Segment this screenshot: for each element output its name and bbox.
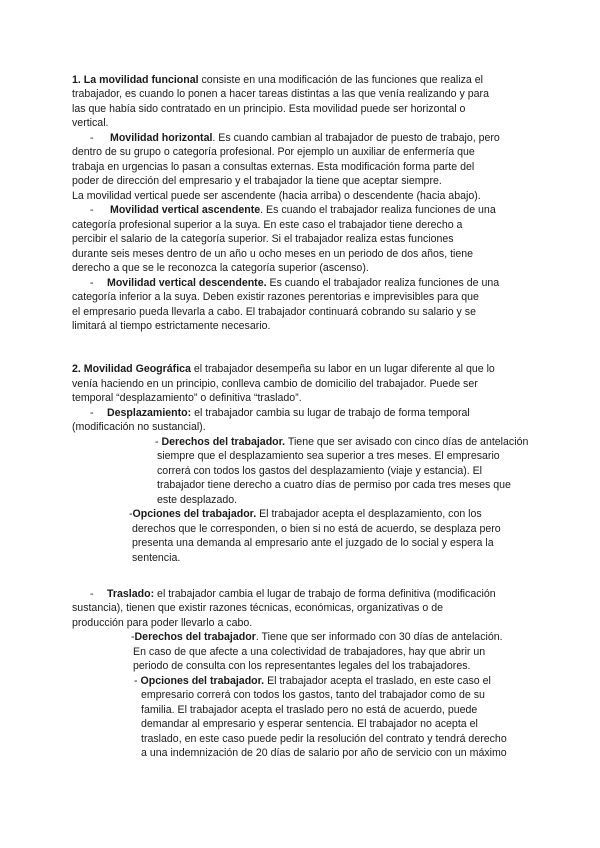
desp-derechos-line-1: - Derechos del trabajador. Tiene que ser avisado con cinco días de antelación [155, 436, 529, 448]
horizontal-line-4: poder de dirección del empresario y el trabajador la tiene que aceptar siempre. [72, 175, 442, 187]
tras-opciones-title: Opciones del trabajador. [140, 675, 265, 687]
tras-opciones-line-6: a una indemnización de 20 días de salario por año de servicio con un máximo [141, 747, 507, 759]
section-2-heading: 2. Movilidad Geográfica [72, 363, 191, 375]
horizontal-line-2: dentro de su grupo o categoría profesional. Por ejemplo un auxiliar de enfermería que [72, 146, 475, 158]
s2-line-3: temporal “desplazamiento” o definitiva “traslado”. [72, 392, 302, 404]
traslado-line-2: sustancia), tienen que existir razones técnicas, económicas, organizativas o de [72, 602, 443, 614]
ascendente-line-3: percibir el salario de la categoría superior. Si el trabajador realiza estas funciones [72, 233, 454, 245]
section-1-heading: 1. La movilidad funcional [72, 74, 199, 86]
s1-line-2: trabajador, es cuando lo ponen a hacer tareas distintas a las que venía realizando y para [72, 88, 489, 100]
tras-opciones-line-2: empresario correrá con todos los gastos, tanto del trabajador como de su [141, 689, 485, 701]
horizontal-line-3: trabaja en urgencias lo pasan a consultas externas. Esta modificación forma parte del [72, 161, 475, 173]
desp-opciones-line-4: sentencia. [132, 552, 181, 564]
descendente-line-4: limitará al tiempo estrictamente necesario. [72, 320, 271, 332]
traslado-line-1: Traslado: el trabajador cambia el lugar de trabajo de forma definitiva (modificación [107, 588, 496, 600]
descendente-line-3: el empresario pueda llevarla a cabo. El trabajador continuará cobrando su salario y se [72, 306, 476, 318]
desp-opciones-title: Opciones del trabajador. [132, 508, 257, 520]
desp-derechos-line-4: trabajador tiene derecho a cuatro días de permiso por cada tres meses que [157, 479, 511, 491]
bullet-dash: - [90, 588, 94, 600]
ascendente-line-4: durante seis meses dentro de un año u ocho meses en un periodo de dos años, tiene [72, 248, 474, 260]
bullet-dash: - [90, 132, 94, 144]
bullet-dash: - [90, 204, 94, 216]
horizontal-line-1: Movilidad horizontal. Es cuando cambian al trabajador de puesto de trabajo, pero [110, 132, 500, 144]
s1-line-3: las que había sido contratado en un principio. Esta movilidad puede ser horizontal o [72, 103, 466, 115]
desplazamiento-line-2: (modificación no sustancial). [72, 421, 206, 433]
descendente-line-2: categoría inferior a la suya. Deben existir razones perentorias e imprevisibles para que [72, 291, 479, 303]
bullet-dash: - [90, 277, 94, 289]
s1-line-4: vertical. [72, 117, 109, 129]
tras-opciones-line-3: familia. El trabajador acepta el traslado pero no está de acuerdo, puede [141, 704, 478, 716]
ascendente-line-2: categoría profesional superior a la suya. En este caso el trabajador tiene derecho a [72, 219, 463, 231]
tras-derechos-line-1: -Derechos del trabajador. Tiene que ser informado con 30 días de antelación. [131, 631, 503, 643]
s2-line-1: 2. Movilidad Geográfica el trabajador desempeña su labor en un lugar diferente al que lo [72, 363, 495, 375]
ascendente-title: Movilidad vertical ascendente [110, 204, 261, 216]
bullet-dash: - [90, 407, 94, 419]
descendente-title: Movilidad vertical descendente. [107, 277, 267, 289]
traslado-line-3: producción para poder llevarlo a cabo. [72, 617, 253, 629]
tras-opciones-line-1: - Opciones del trabajador. El trabajador acepta el traslado, en este caso el [134, 675, 491, 687]
tras-opciones-line-5: traslado, en este caso puede pedir la resolución del contrato y tendrá derecho [141, 733, 507, 745]
tras-derechos-title: Derechos del trabajador [134, 631, 256, 643]
tras-derechos-line-3: periodo de consulta con los representantes legales del los trabajadores. [133, 660, 471, 672]
desplazamiento-line-1: Desplazamiento: el trabajador cambia su lugar de trabajo de forma temporal [107, 407, 470, 419]
desp-derechos-line-2: siempre que el desplazamiento sea superior a tres meses. El empresario [157, 450, 500, 462]
ascendente-line-5: derecho a que se le reconozca la categoría superior (ascenso). [72, 262, 369, 274]
desp-derechos-title: Derechos del trabajador. [161, 436, 286, 448]
descendente-line-1: Movilidad vertical descendente. Es cuando el trabajador realiza funciones de una [107, 277, 500, 289]
desp-opciones-line-2: derechos que le corresponden, o bien si no está de acuerdo, se desplaza pero [132, 523, 501, 535]
desp-opciones-line-1: -Opciones del trabajador. El trabajador acepta el desplazamiento, con los [129, 508, 482, 520]
desp-derechos-line-5: este desplazado. [157, 494, 238, 506]
desp-derechos-line-3: correrá con todos los gastos del desplazamiento (viaje y estancia). El [157, 465, 483, 477]
s1-line-1: 1. La movilidad funcional consiste en una modificación de las funciones que realiza el [72, 74, 484, 86]
vertical-note: La movilidad vertical puede ser ascendente (hacia arriba) o descendente (hacia abajo). [72, 190, 481, 202]
s2-line-2: venía haciendo en un principio, conlleva cambio de domicilio del trabajador. Puede ser [72, 378, 478, 390]
tras-derechos-line-2: En caso de que afecte a una colectividad de trabajadores, hay que abrir un [133, 646, 486, 658]
desplazamiento-title: Desplazamiento: [107, 407, 192, 419]
horizontal-title: Movilidad horizontal [110, 132, 213, 144]
ascendente-line-1: Movilidad vertical ascendente. Es cuando el trabajador realiza funciones de una [110, 204, 496, 216]
desp-opciones-line-3: presenta una demanda al empresario ante el juzgado de lo social y espera la [132, 537, 494, 549]
traslado-title: Traslado: [107, 588, 155, 600]
tras-opciones-line-4: demandar al empresario y esperar sentencia. El trabajador no acepta el [141, 718, 478, 730]
